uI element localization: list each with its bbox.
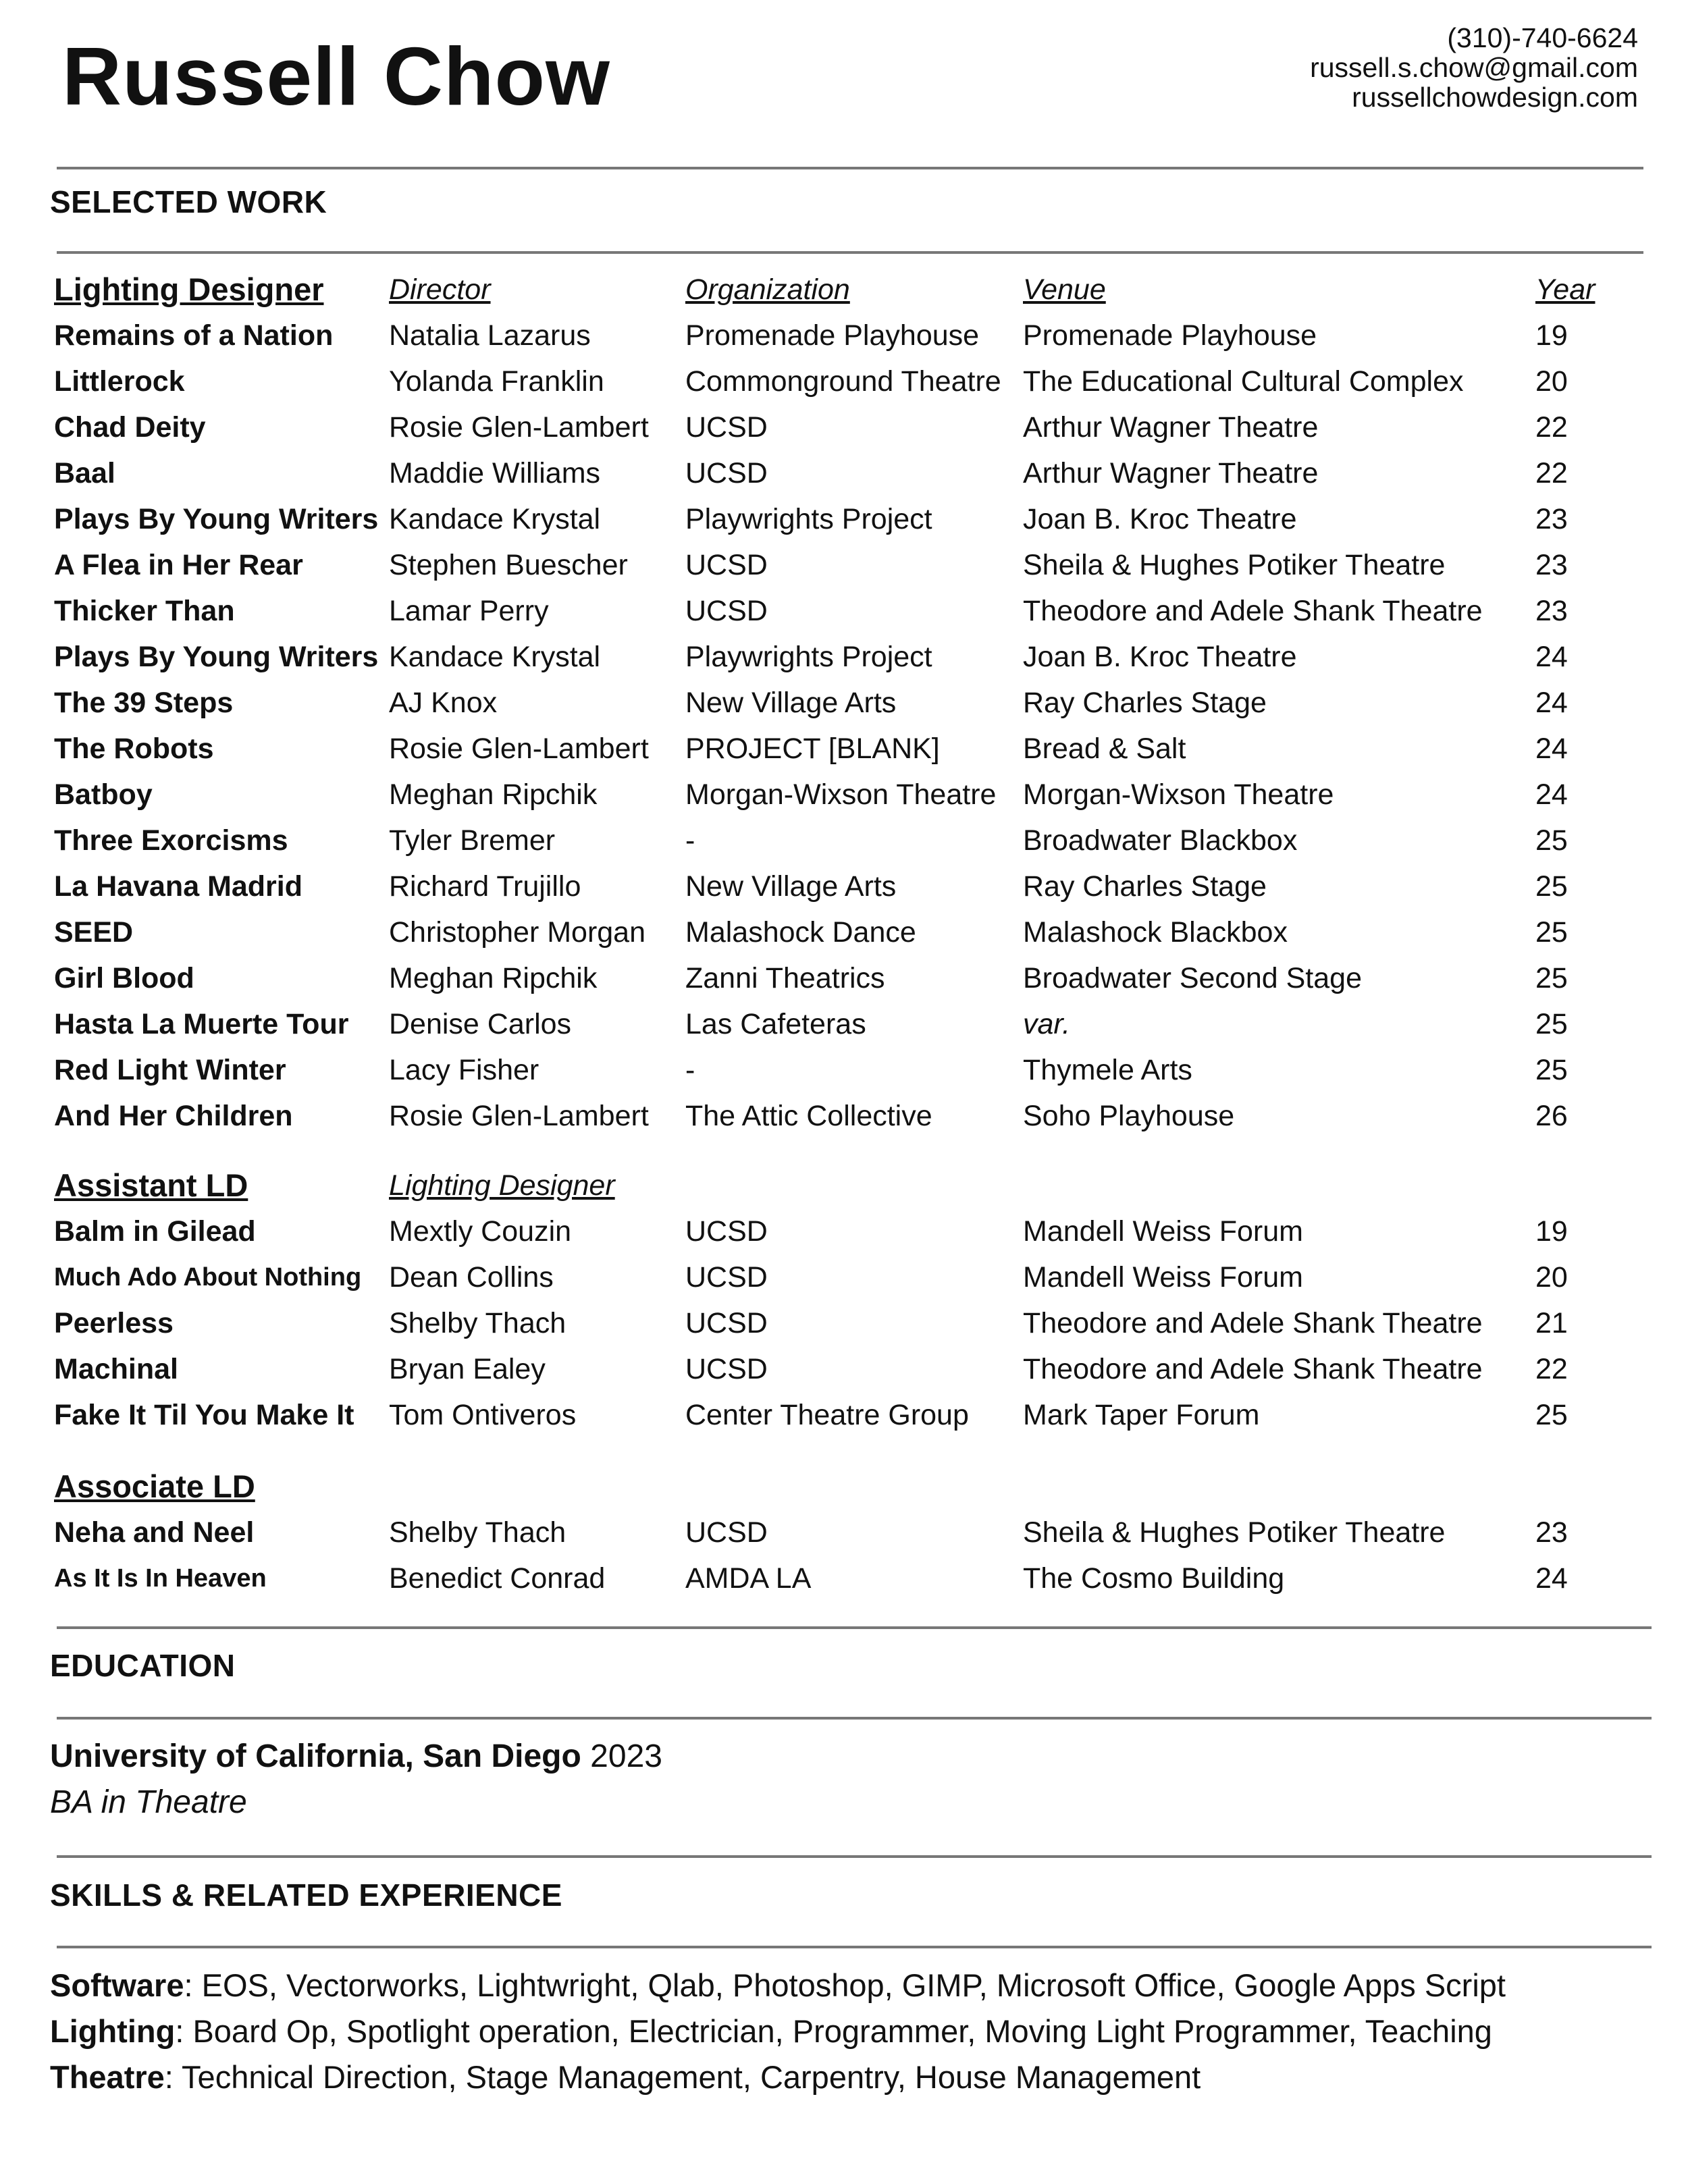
year-value: 24 (1535, 1562, 1568, 1595)
organization-name: UCSD (685, 595, 768, 627)
organization-name: Center Theatre Group (685, 1399, 969, 1431)
header-venue: Venue (1023, 273, 1106, 306)
director-name: Lacy Fisher (389, 1054, 539, 1086)
organization-name: Playwrights Project (685, 503, 932, 535)
production-title: Littlerock (54, 365, 185, 398)
production-title: Much Ado About Nothing (54, 1263, 362, 1291)
director-name: Tyler Bremer (389, 824, 556, 857)
header-director: Director (389, 273, 491, 306)
venue-name: Broadwater Blackbox (1023, 824, 1298, 857)
venue-name: Malashock Blackbox (1023, 916, 1288, 949)
production-title: Chad Deity (54, 411, 206, 444)
venue-name: Theodore and Adele Shank Theatre (1023, 1307, 1483, 1339)
school-name: University of California, San Diego (50, 1738, 581, 1774)
production-title: Fake It Til You Make It (54, 1399, 354, 1431)
skills-software-line (50, 1967, 1506, 2004)
organization-name: PROJECT [BLANK] (685, 733, 940, 765)
venue-name: Ray Charles Stage (1023, 687, 1267, 719)
production-title: Hasta La Muerte Tour (54, 1008, 349, 1040)
organization-name: Promenade Playhouse (685, 319, 980, 352)
director-name: Rosie Glen-Lambert (389, 733, 649, 765)
designer-name: Shelby Thach (389, 1307, 566, 1339)
skills-lighting-list: : Board Op, Spotlight operation, Electrician, Programmer, Moving Light Programmer, Teaching (175, 2013, 1492, 2049)
skills-lighting-label: Lighting (50, 2013, 176, 2049)
director-name: Benedict Conrad (389, 1562, 606, 1595)
phone-number: (310)-740-6624 (1447, 22, 1638, 53)
email-address: russell.s.chow@gmail.com (1310, 52, 1638, 83)
year-value: 21 (1535, 1307, 1568, 1339)
year-value: 22 (1535, 1353, 1568, 1385)
venue-name: Joan B. Kroc Theatre (1023, 503, 1297, 535)
year-value: 23 (1535, 1516, 1568, 1549)
organization-name: UCSD (685, 1215, 768, 1248)
organization-name: - (685, 824, 695, 857)
director-name: Kandace Krystal (389, 503, 601, 535)
header-role: Associate LD (54, 1468, 255, 1504)
venue-name: The Educational Cultural Complex (1023, 365, 1464, 398)
section-title-education: EDUCATION (50, 1648, 236, 1683)
production-title: Baal (54, 457, 115, 489)
year-value: 22 (1535, 411, 1568, 444)
director-name: Rosie Glen-Lambert (389, 1100, 649, 1132)
header-year: Year (1535, 273, 1595, 306)
production-title: Plays By Young Writers (54, 503, 379, 535)
organization-name: UCSD (685, 1516, 768, 1549)
year-value: 20 (1535, 1261, 1568, 1294)
designer-name: Tom Ontiveros (389, 1399, 577, 1431)
contact-block (1310, 23, 1638, 112)
year-value: 24 (1535, 641, 1568, 673)
production-title: A Flea in Her Rear (54, 549, 303, 581)
education-school-line (50, 1738, 662, 1775)
website-url: russellchowdesign.com (1352, 82, 1638, 113)
divider (57, 1717, 1652, 1720)
production-title: Three Exorcisms (54, 824, 288, 857)
year-value: 19 (1535, 1215, 1568, 1248)
designer-name: Bryan Ealey (389, 1353, 546, 1385)
graduation-year: 2023 (590, 1738, 662, 1774)
section-title-skills: SKILLS & RELATED EXPERIENCE (50, 1877, 562, 1913)
year-value: 24 (1535, 687, 1568, 719)
venue-name: Broadwater Second Stage (1023, 962, 1362, 994)
venue-name: Joan B. Kroc Theatre (1023, 641, 1297, 673)
venue-name: Sheila & Hughes Potiker Theatre (1023, 1516, 1446, 1549)
production-title: Girl Blood (54, 962, 194, 994)
organization-name: New Village Arts (685, 687, 897, 719)
organization-name: The Attic Collective (685, 1100, 932, 1132)
production-title: The Robots (54, 733, 214, 765)
year-value: 19 (1535, 319, 1568, 352)
venue-name: Sheila & Hughes Potiker Theatre (1023, 549, 1446, 581)
director-name: Meghan Ripchik (389, 962, 598, 994)
divider (57, 1946, 1652, 1948)
director-name: Richard Trujillo (389, 870, 581, 903)
production-title: And Her Children (54, 1100, 293, 1132)
venue-name: Ray Charles Stage (1023, 870, 1267, 903)
organization-name: Zanni Theatrics (685, 962, 885, 994)
organization-name: - (685, 1054, 695, 1086)
venue-name: Mandell Weiss Forum (1023, 1215, 1303, 1248)
production-title: Balm in Gilead (54, 1215, 256, 1248)
year-value: 25 (1535, 1399, 1568, 1431)
skills-lighting-line (50, 2013, 1492, 2050)
resume-name: Russell Chow (62, 30, 610, 122)
year-value: 25 (1535, 1054, 1568, 1086)
designer-name: Mextly Couzin (389, 1215, 572, 1248)
skills-theatre-list: : Technical Direction, Stage Management, Carpentry, House Management (164, 2059, 1201, 2095)
production-title: SEED (54, 916, 134, 949)
year-value: 20 (1535, 365, 1568, 398)
degree: BA in Theatre (50, 1784, 247, 1820)
organization-name: Morgan-Wixson Theatre (685, 778, 997, 811)
production-title: Machinal (54, 1353, 178, 1385)
venue-name: var. (1023, 1008, 1071, 1040)
organization-name: UCSD (685, 1307, 768, 1339)
production-title: The 39 Steps (54, 687, 234, 719)
organization-name: UCSD (685, 549, 768, 581)
director-name: Denise Carlos (389, 1008, 572, 1040)
year-value: 25 (1535, 870, 1568, 903)
year-value: 25 (1535, 916, 1568, 949)
divider (57, 1626, 1652, 1629)
production-title: Plays By Young Writers (54, 641, 379, 673)
organization-name: Playwrights Project (685, 641, 932, 673)
director-name: Meghan Ripchik (389, 778, 598, 811)
production-title: Thicker Than (54, 595, 235, 627)
director-name: Kandace Krystal (389, 641, 601, 673)
designer-name: Dean Collins (389, 1261, 554, 1294)
venue-name: Theodore and Adele Shank Theatre (1023, 595, 1483, 627)
header-organization: Organization (685, 273, 850, 306)
year-value: 25 (1535, 1008, 1568, 1040)
organization-name: UCSD (685, 457, 768, 489)
venue-name: Mark Taper Forum (1023, 1399, 1260, 1431)
production-title: La Havana Madrid (54, 870, 302, 903)
organization-name: New Village Arts (685, 870, 897, 903)
director-name: Rosie Glen-Lambert (389, 411, 649, 444)
venue-name: Promenade Playhouse (1023, 319, 1317, 352)
organization-name: UCSD (685, 411, 768, 444)
production-title: As It Is In Heaven (54, 1564, 267, 1593)
production-title: Peerless (54, 1307, 174, 1339)
year-value: 24 (1535, 778, 1568, 811)
year-value: 26 (1535, 1100, 1568, 1132)
skills-theatre-line (50, 2058, 1201, 2096)
header-role: Assistant LD (54, 1167, 248, 1203)
skills-software-label: Software (50, 1967, 184, 2003)
header-lighting-designer: Lighting Designer (389, 1169, 615, 1202)
divider (57, 167, 1643, 169)
skills-theatre-label: Theatre (50, 2059, 165, 2095)
production-title: Batboy (54, 778, 153, 811)
organization-name: UCSD (685, 1353, 768, 1385)
director-name: Christopher Morgan (389, 916, 646, 949)
director-name: AJ Knox (389, 687, 498, 719)
year-value: 23 (1535, 503, 1568, 535)
year-value: 25 (1535, 824, 1568, 857)
header-role: Lighting Designer (54, 271, 324, 307)
year-value: 23 (1535, 595, 1568, 627)
section-title-selected-work: SELECTED WORK (50, 184, 327, 219)
venue-name: Bread & Salt (1023, 733, 1186, 765)
skills-software-list: : EOS, Vectorworks, Lightwright, Qlab, Photoshop, GIMP, Microsoft Office, Google Apps Script (184, 1967, 1506, 2003)
venue-name: Arthur Wagner Theatre (1023, 411, 1319, 444)
venue-name: Theodore and Adele Shank Theatre (1023, 1353, 1483, 1385)
venue-name: Mandell Weiss Forum (1023, 1261, 1303, 1294)
year-value: 22 (1535, 457, 1568, 489)
director-name: Yolanda Franklin (389, 365, 604, 398)
divider (57, 251, 1643, 254)
venue-name: Morgan-Wixson Theatre (1023, 778, 1334, 811)
year-value: 25 (1535, 962, 1568, 994)
director-name: Shelby Thach (389, 1516, 566, 1549)
director-name: Maddie Williams (389, 457, 601, 489)
organization-name: Commonground Theatre (685, 365, 1001, 398)
production-title: Neha and Neel (54, 1516, 255, 1549)
organization-name: Las Cafeteras (685, 1008, 866, 1040)
production-title: Remains of a Nation (54, 319, 334, 352)
year-value: 24 (1535, 733, 1568, 765)
production-title: Red Light Winter (54, 1054, 286, 1086)
organization-name: UCSD (685, 1261, 768, 1294)
venue-name: The Cosmo Building (1023, 1562, 1285, 1595)
director-name: Natalia Lazarus (389, 319, 591, 352)
director-name: Lamar Perry (389, 595, 549, 627)
venue-name: Soho Playhouse (1023, 1100, 1235, 1132)
venue-name: Thymele Arts (1023, 1054, 1192, 1086)
director-name: Stephen Buescher (389, 549, 628, 581)
venue-name: Arthur Wagner Theatre (1023, 457, 1319, 489)
year-value: 23 (1535, 549, 1568, 581)
organization-name: Malashock Dance (685, 916, 916, 949)
divider (57, 1855, 1652, 1858)
organization-name: AMDA LA (685, 1562, 812, 1595)
